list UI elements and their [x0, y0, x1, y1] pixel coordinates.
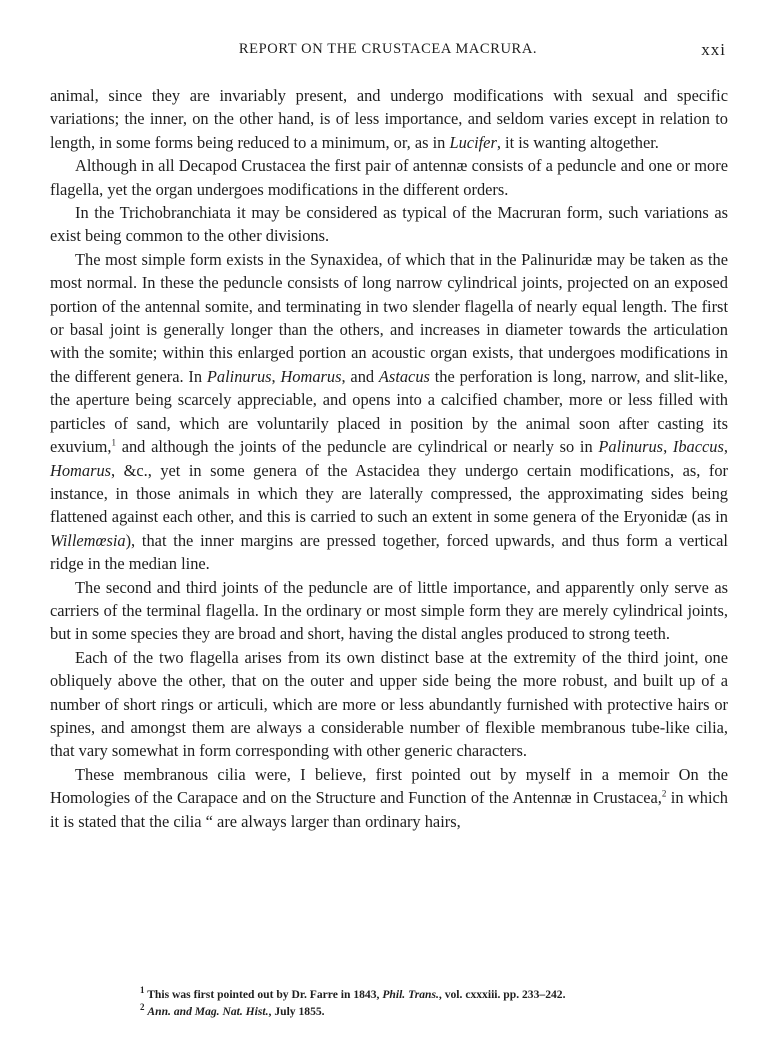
page-number: xxi: [701, 40, 726, 59]
paragraph: [50, 763, 728, 833]
text-run: in which it is stated that the cilia “ are always larger than ordinary hairs,: [50, 788, 728, 831]
text-run: Each of the two flagella arises from its own distinct base at the extremity of the third joint, one obliquely above the other, that on the outer and upper side being the more robust, and built up of a number of short rings or articuli, which are more or less abundantly furnished with protective hairs or spines, and amongst them are always a considerable number of flexible membranous tube-like cilia, that vary somewhat in form corresponding with other generic characters.: [50, 647, 728, 761]
text-run: These membranous cilia were, I believe, first pointed out by myself in a memoir On the Homologies of the Carapace and on the Structure and Function of the Antennæ in Crustacea,: [50, 764, 728, 808]
body-text: [50, 84, 728, 833]
paragraph: [50, 646, 728, 763]
footnote-marker: 1: [140, 985, 145, 996]
text-run: Although in all Decapod Crustacea the first pair of antennæ consists of a peduncle and one or more flagella, yet the organ undergoes modifications in the different orders.: [50, 156, 728, 199]
text-run: ,: [723, 437, 728, 457]
running-head: [0, 41, 776, 63]
paragraph: [50, 576, 728, 646]
footnote-marker: 2: [661, 788, 667, 799]
italic-text: Lucifer: [449, 132, 497, 152]
text-run: This was first pointed out by Dr. Farre in 1843,: [144, 988, 383, 1001]
text-run: The most simple form exists in the Synaxidea, of which that in the Palinuridæ may be taken as the most normal. In these the peduncle consists of long narrow cylindrical joints, projected on an exposed portion of the antennal somite, and terminating in two slender flagella of nearly equal length. The first or basal joint is generally longer than the others, and increases in diameter towards the articulation with the somite; within this enlarged portion an acoustic organ exists, that undergoes modifications in the different genera. In: [50, 249, 728, 386]
italic-text: Ibaccus: [672, 437, 724, 457]
footnote-marker: 2: [140, 1001, 145, 1012]
text-run: In the Trichobranchiata it may be considered as typical of the Macruran form, such variations as exist being common to the other divisions.: [50, 203, 728, 246]
italic-text: Palinurus: [206, 366, 272, 386]
footnote: [140, 987, 740, 1004]
paragraph: [50, 154, 728, 201]
text-run: and although the joints of the peduncle are cylindrical or nearly so in: [115, 437, 599, 457]
text-run: , vol. cxxxiii. pp. 233–242.: [438, 988, 566, 1001]
italic-text: Homarus: [280, 366, 342, 386]
paragraph: [50, 248, 728, 576]
footnote: [140, 1001, 740, 1021]
running-title: REPORT ON THE CRUSTACEA MACRURA.: [238, 41, 538, 57]
text-run: , it is wanting altogether.: [496, 132, 659, 152]
italic-text: Astacus: [378, 366, 430, 386]
italic-text: Homarus: [50, 460, 112, 480]
text-run: animal, since they are invariably present, and undergo modifications with sexual and specific variations; the inner, on the other hand, is of less importance, and seldom varies except in relation to length, in some forms being reduced to a minimum, or, as in: [50, 86, 728, 152]
footnote-marker: 1: [111, 437, 116, 448]
text-run: , &c., yet in some genera of the Astacidea they undergo certain modifications, as, for instance, in those animals in which they are laterally compressed, the approximating sides being flattened against each other, and this is carried to such an extent in some genera of the Eryonidæ (as in: [50, 460, 728, 527]
text-run: , and: [341, 366, 379, 386]
italic-text: Palinurus: [598, 437, 664, 457]
paragraph: [50, 201, 728, 248]
text-run: ), that the inner margins are pressed together, forced upwards, and thus form a vertical ridge in the median line.: [50, 530, 728, 574]
text-run: ,: [663, 437, 673, 457]
paragraph: [50, 84, 728, 154]
italic-text: Ann. and Mag. Nat. Hist.: [147, 1004, 269, 1018]
italic-text: Phil. Trans.: [382, 988, 439, 1001]
text-run: the perforation is long, narrow, and slit-like, the aperture being scarcely appreciable, and opens into a calcified chamber, more or less filled with particles of sand, which are voluntarily placed in position by the animal soon after casting its exuvium,: [50, 366, 728, 457]
italic-text: Willemœsia: [50, 530, 126, 550]
footnotes: [140, 987, 740, 1020]
text-run: ,: [271, 366, 281, 386]
text-run: The second and third joints of the peduncle are of little importance, and apparently only serve as carriers of the terminal flagella. In the ordinary or most simple form they are merely cylindrical joints, but in some species they are broad and short, having the distal angles produced to strong teeth.: [50, 577, 728, 644]
text-run: , July 1855.: [268, 1004, 325, 1018]
